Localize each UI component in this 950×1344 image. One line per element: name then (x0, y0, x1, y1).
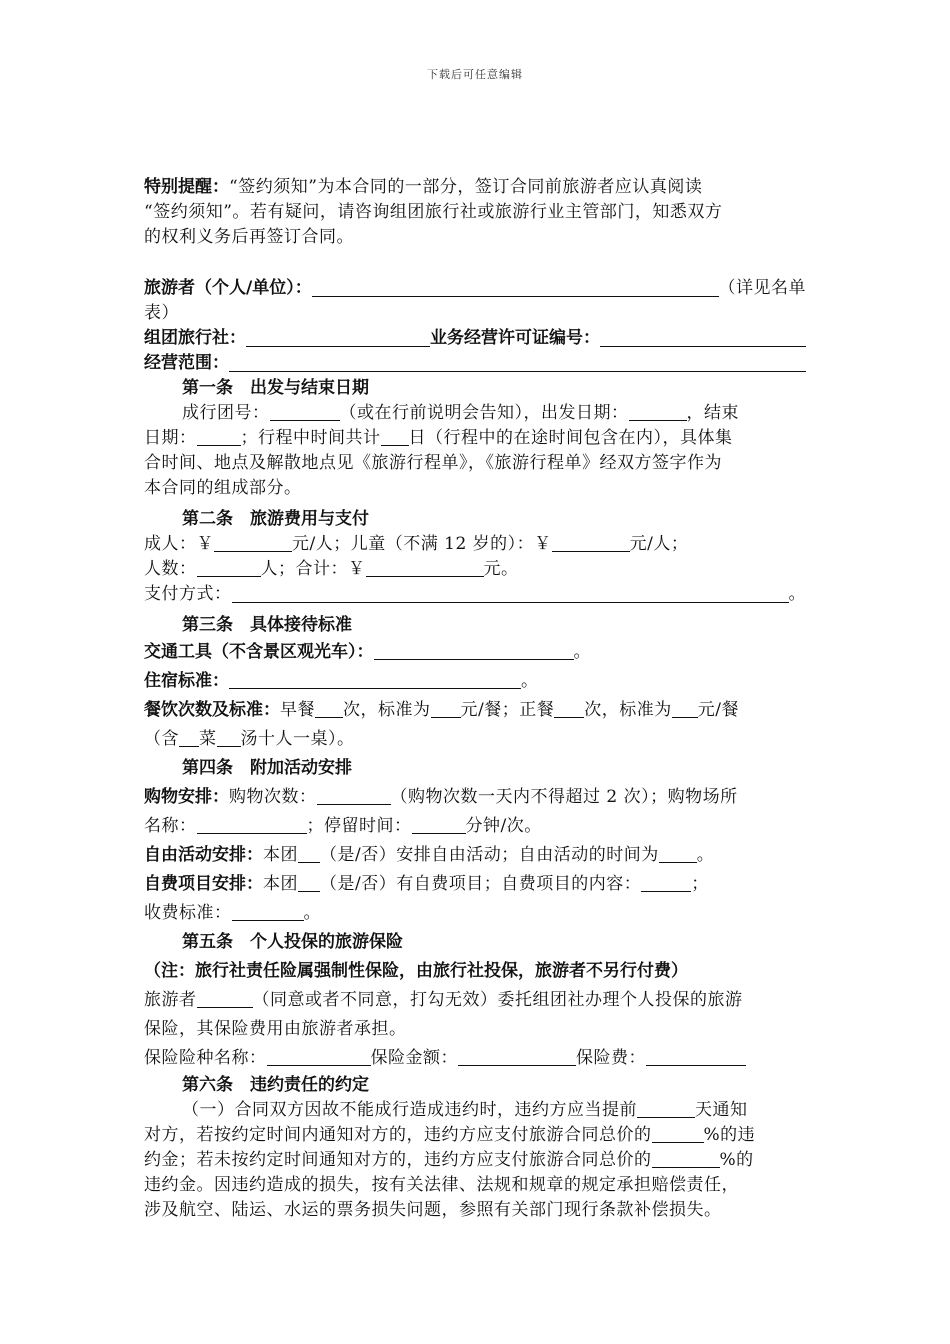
soup-count-blank[interactable] (217, 728, 241, 747)
page-header: 下载后可任意编辑 (427, 68, 523, 81)
insurance-amount-blank[interactable] (458, 1047, 576, 1066)
shopping-row: 购物安排：购物次数： （购物次数一天内不得超过 2 次）；购物场所 (144, 787, 738, 807)
article-6-line-2: 对方，若按约定时间内通知对方的，违约方应支付旅游合同总价的 %的违 (144, 1125, 756, 1145)
shopping-row-2: 名称： ；停留时间： 分钟/次。 (144, 816, 542, 836)
free-time-blank[interactable] (659, 844, 697, 863)
tourist-label: 旅游者（个人/单位）： (144, 278, 312, 298)
scope-row (144, 351, 806, 376)
meals-row-2: （含 菜 汤十人一桌）。 (144, 729, 355, 749)
tour-group-blank[interactable] (270, 402, 340, 421)
tourist-note: （详见名单 (718, 278, 806, 298)
meals-row: 餐饮次数及标准：早餐 次，标准为 元/餐；正餐 次，标准为 元/餐 (144, 700, 739, 720)
shop-name-blank[interactable] (197, 815, 307, 834)
article-1-title: 第一条 出发与结束日期 (182, 378, 369, 398)
penalty-pct-1-blank[interactable] (652, 1124, 704, 1143)
dish-count-blank[interactable] (179, 728, 199, 747)
adult-price-blank[interactable] (214, 533, 292, 552)
scope-label: 经营范围： (144, 353, 229, 373)
article-2-line-2: 人数： 人；合计：￥ 元。 (144, 559, 519, 579)
insurance-fee-blank[interactable] (646, 1047, 746, 1066)
article-1-line-1: 成行团号： （或在行前说明会告知），出发日期： ，结束 (182, 403, 739, 423)
insurance-line-2: 保险，其保险费用由旅游者承担。 (144, 1019, 407, 1039)
article-6-title: 第六条 违约责任的约定 (182, 1075, 369, 1095)
article-1-line-3: 合时间、地点及解散地点见《旅游行程单》，《旅游行程单》经双方签字作为 (144, 453, 722, 473)
article-1-line-2: 日期： ；行程中时间共计 日（行程中的在途时间包含在内），具体集 (144, 428, 733, 448)
fee-row: 收费标准： 。 (144, 903, 321, 923)
end-date-blank[interactable] (197, 427, 241, 446)
stay-time-blank[interactable] (412, 815, 466, 834)
free-activity-row: 自由活动安排：本团 （是/否）安排自由活动；自由活动的时间为 。 (144, 845, 715, 865)
article-4-title: 第四条 附加活动安排 (182, 758, 352, 778)
days-blank[interactable] (381, 427, 409, 446)
breakfast-price-blank[interactable] (431, 699, 461, 718)
agency-blank[interactable] (246, 328, 430, 347)
paid-item-row: 自费项目安排：本团 （是/否）有自费项目；自费项目的内容： ； (144, 874, 709, 894)
article-2-line-3: 支付方式： 。 (144, 584, 806, 604)
penalty-pct-2-blank[interactable] (652, 1149, 720, 1168)
meal-price-blank[interactable] (672, 699, 698, 718)
insurance-note: （注：旅行社责任险属强制性保险，由旅行社投保，旅游者不另行付费） (144, 961, 688, 981)
agency-row (144, 326, 806, 351)
article-2-title: 第二条 旅游费用与支付 (182, 509, 369, 529)
breakfast-count-blank[interactable] (315, 699, 343, 718)
transport-row: 交通工具（不含景区观光车）： 。 (144, 642, 591, 662)
lodging-row: 住宿标准： 。 (144, 671, 539, 691)
reminder-label: 特别提醒： (144, 177, 229, 197)
total-blank[interactable] (366, 558, 484, 577)
fee-blank[interactable] (232, 902, 304, 921)
tourist-note-cont: 表） (144, 303, 179, 323)
people-count-blank[interactable] (197, 558, 261, 577)
article-5-title: 第五条 个人投保的旅游保险 (182, 932, 403, 952)
depart-date-blank[interactable] (629, 402, 687, 421)
tourist-blank[interactable] (312, 278, 719, 297)
tourist-row (144, 276, 806, 301)
paid-content-blank[interactable] (641, 873, 691, 892)
consent-blank[interactable] (197, 989, 253, 1008)
reminder-line-3: 的权利义务后再签订合同。 (144, 227, 354, 247)
notice-days-blank[interactable] (637, 1099, 695, 1118)
paid-yesno-blank[interactable] (298, 873, 320, 892)
reminder-line-2: “签约须知”。若有疑问，请咨询组团旅行社或旅游行业主管部门，知悉双方 (144, 202, 723, 222)
meal-count-blank[interactable] (554, 699, 584, 718)
article-3-title: 第三条 具体接待标准 (182, 615, 352, 635)
license-label: 业务经营许可证编号： (430, 328, 600, 348)
shopping-count-blank[interactable] (317, 786, 391, 805)
child-price-blank[interactable] (552, 533, 630, 552)
reminder-line-1: 特别提醒：“签约须知”为本合同的一部分，签订合同前旅游者应认真阅读 (144, 177, 703, 197)
transport-blank[interactable] (374, 641, 574, 660)
article-6-line-4: 违约金。因违约造成的损失，按有关法律、法规和规章的规定承担赔偿责任， (144, 1175, 739, 1195)
insurance-line-1: 旅游者 （同意或者不同意，打勾无效）委托组团社办理个人投保的旅游 (144, 990, 743, 1010)
license-blank[interactable] (600, 328, 806, 347)
insurance-line-3: 保险险种名称： 保险金额： 保险费： (144, 1044, 806, 1073)
article-1-line-4: 本合同的组成部分。 (144, 478, 302, 498)
scope-blank[interactable] (229, 353, 806, 372)
insurance-type-blank[interactable] (267, 1047, 371, 1066)
free-yesno-blank[interactable] (298, 844, 320, 863)
agency-label: 组团旅行社： (144, 328, 246, 348)
article-6-line-5: 涉及航空、陆运、水运的票务损失问题，参照有关部门现行条款补偿损失。 (144, 1200, 722, 1220)
lodging-blank[interactable] (229, 670, 521, 689)
article-6-line-1: （一）合同双方因故不能成行造成违约时，违约方应当提前 天通知 (182, 1100, 748, 1120)
contract-body (144, 175, 806, 1223)
article-2-line-1: 成人：￥ 元/人；儿童（不满 12 岁的）：￥ 元/人； (144, 534, 689, 554)
article-6-line-3: 约金；若未按约定时间通知对方的，违约方应支付旅游合同总价的 %的 (144, 1150, 754, 1170)
payment-method-blank[interactable] (232, 584, 789, 603)
